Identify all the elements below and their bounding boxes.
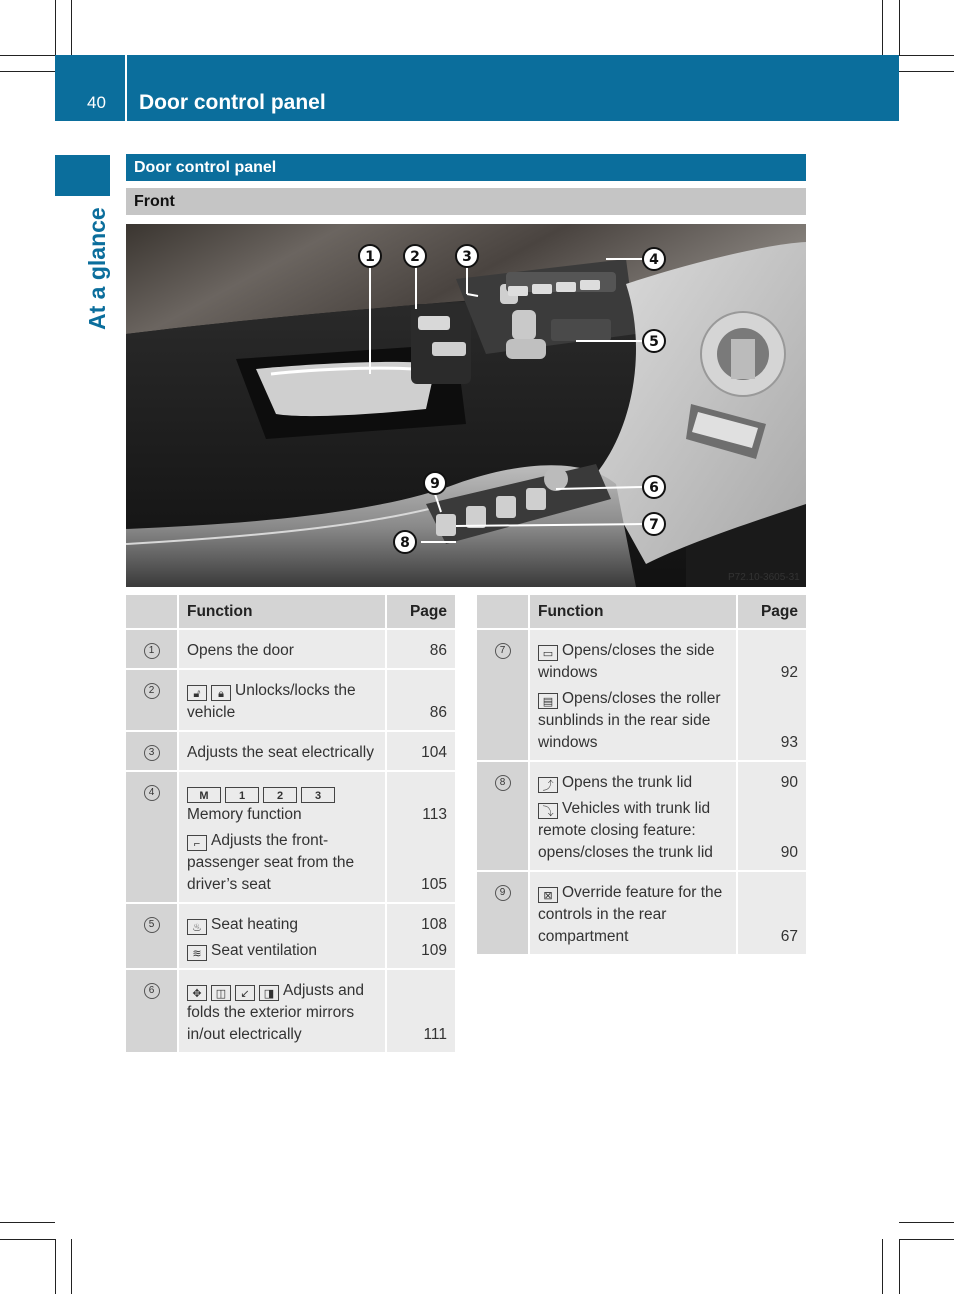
door-panel-photo bbox=[126, 224, 806, 587]
page-cell bbox=[386, 771, 455, 903]
function-text: Seat heating bbox=[211, 916, 299, 933]
function-cell bbox=[178, 903, 386, 969]
callout-1: 1 bbox=[365, 249, 375, 265]
trunk-lid-icon: ⤴ bbox=[538, 777, 558, 793]
function-entry bbox=[187, 680, 377, 724]
table-row bbox=[477, 761, 806, 871]
passenger-seat-icon: ⌐ bbox=[187, 835, 207, 851]
left-mirror-icon: ◫ bbox=[211, 985, 231, 1001]
function-entry bbox=[538, 640, 728, 684]
sunblind-icon: ▤ bbox=[538, 693, 558, 709]
trunk-remote-icon: ⤵ bbox=[538, 803, 558, 819]
page-number-ref: 111 bbox=[423, 1026, 447, 1043]
page-number-ref: 109 bbox=[421, 942, 447, 959]
row-number: 2 bbox=[144, 683, 160, 699]
function-text: Memory function bbox=[187, 806, 302, 823]
table-row bbox=[126, 669, 455, 731]
page-cell bbox=[737, 629, 806, 761]
function-entry bbox=[187, 640, 377, 662]
memory-key-icon: M bbox=[187, 787, 221, 803]
function-entry bbox=[538, 798, 728, 864]
row-number: 5 bbox=[144, 917, 160, 933]
crop-mark bbox=[899, 1239, 954, 1240]
table-row bbox=[126, 903, 455, 969]
page-number-ref: 93 bbox=[780, 734, 798, 751]
page-number-ref: 90 bbox=[780, 774, 798, 791]
crop-mark bbox=[899, 0, 900, 55]
function-text: Unlocks/locks the vehicle bbox=[187, 682, 356, 721]
function-cell bbox=[178, 731, 386, 771]
header-function: Function bbox=[529, 595, 737, 629]
row-number: 4 bbox=[144, 785, 160, 801]
mirror-adjust-icon: ✥ bbox=[187, 985, 207, 1001]
table-row bbox=[126, 629, 455, 669]
crop-mark bbox=[55, 0, 56, 55]
callout-9: 9 bbox=[430, 476, 440, 492]
crop-mark bbox=[71, 0, 72, 55]
page-cell bbox=[386, 731, 455, 771]
function-entry bbox=[187, 830, 377, 896]
memory-key-icon: 2 bbox=[263, 787, 297, 803]
row-number: 9 bbox=[495, 885, 511, 901]
page-number-ref: 108 bbox=[421, 916, 447, 933]
callout-4: 4 bbox=[649, 252, 659, 268]
function-text: Seat ventilation bbox=[211, 942, 317, 959]
lock-icon: 🔒︎ bbox=[211, 685, 231, 701]
row-number: 8 bbox=[495, 775, 511, 791]
crop-mark bbox=[882, 0, 883, 55]
row-number: 6 bbox=[144, 983, 160, 999]
function-text: Override feature for the controls in the rear compartment bbox=[538, 884, 723, 945]
crop-mark bbox=[0, 1222, 55, 1223]
table-row bbox=[477, 871, 806, 955]
function-entry bbox=[187, 940, 377, 962]
callout-7: 7 bbox=[649, 517, 659, 533]
function-text: Opens the trunk lid bbox=[562, 774, 693, 791]
table-row bbox=[126, 731, 455, 771]
right-mirror-icon: ◨ bbox=[259, 985, 279, 1001]
fold-mirror-icon: ↙ bbox=[235, 985, 255, 1001]
chapter-tab bbox=[55, 155, 110, 196]
function-cell bbox=[529, 629, 737, 761]
callout-8: 8 bbox=[400, 535, 410, 551]
page-number: 40 bbox=[87, 93, 106, 112]
page-cell bbox=[386, 629, 455, 669]
image-code: P72.10-3605-31 bbox=[728, 572, 800, 583]
crop-mark bbox=[55, 1239, 56, 1294]
row-number: 3 bbox=[144, 745, 160, 761]
function-entry bbox=[538, 772, 728, 794]
function-entry bbox=[187, 782, 377, 826]
row-number: 1 bbox=[144, 643, 160, 659]
crop-mark bbox=[899, 71, 954, 72]
subsection-title: Front bbox=[126, 188, 806, 215]
function-table-left bbox=[126, 595, 455, 1054]
page-number-ref: 86 bbox=[429, 642, 447, 659]
function-cell bbox=[178, 629, 386, 669]
function-table-right bbox=[477, 595, 806, 956]
page-number-ref: 104 bbox=[421, 744, 447, 761]
function-text: Adjusts the seat electrically bbox=[187, 744, 374, 761]
function-text: Adjusts and folds the exterior mirrors in/out electrically bbox=[187, 982, 364, 1043]
memory-key-icon: 3 bbox=[301, 787, 335, 803]
crop-mark bbox=[0, 71, 55, 72]
page-title: Door control panel bbox=[139, 91, 326, 114]
function-cell bbox=[178, 669, 386, 731]
function-cell bbox=[529, 871, 737, 955]
page-number-ref: 92 bbox=[780, 664, 798, 681]
callout-6: 6 bbox=[649, 480, 659, 496]
header-divider bbox=[125, 55, 127, 121]
function-entry bbox=[187, 742, 377, 764]
crop-mark bbox=[899, 1239, 900, 1294]
header-page: Page bbox=[737, 595, 806, 629]
override-icon: ⊠ bbox=[538, 887, 558, 903]
crop-mark bbox=[0, 55, 55, 56]
function-cell bbox=[178, 969, 386, 1053]
page-number-ref: 90 bbox=[780, 844, 798, 861]
side-window-icon: ▭ bbox=[538, 645, 558, 661]
function-text: Opens the door bbox=[187, 642, 294, 659]
function-text: Opens/closes the roller sunblinds in the rear side windows bbox=[538, 690, 721, 751]
function-entry bbox=[538, 882, 728, 948]
header-function: Function bbox=[178, 595, 386, 629]
function-entry bbox=[538, 688, 728, 754]
crop-mark bbox=[0, 1239, 55, 1240]
unlock-icon: 🔓︎ bbox=[187, 685, 207, 701]
callout-3: 3 bbox=[462, 249, 472, 265]
crop-mark bbox=[899, 1222, 954, 1223]
header-page: Page bbox=[386, 595, 455, 629]
table-row bbox=[126, 969, 455, 1053]
function-cell bbox=[529, 761, 737, 871]
section-title: Door control panel bbox=[126, 154, 806, 181]
page-cell bbox=[737, 871, 806, 955]
function-entry bbox=[187, 980, 377, 1046]
function-cell bbox=[178, 771, 386, 903]
function-text: Opens/closes the side windows bbox=[538, 642, 715, 681]
page-cell bbox=[386, 969, 455, 1053]
page-number-ref: 113 bbox=[422, 806, 447, 823]
table-row bbox=[477, 629, 806, 761]
page-cell bbox=[386, 669, 455, 731]
callout-5: 5 bbox=[649, 334, 659, 350]
memory-key-icon: 1 bbox=[225, 787, 259, 803]
function-entry bbox=[187, 914, 377, 936]
crop-mark bbox=[882, 1239, 883, 1294]
crop-mark bbox=[899, 55, 954, 56]
crop-mark bbox=[71, 1239, 72, 1294]
page-number-ref: 67 bbox=[780, 928, 798, 945]
seat-heating-icon: ♨ bbox=[187, 919, 207, 935]
page-number-ref: 105 bbox=[421, 876, 447, 893]
function-text: Vehicles with trunk lid remote closing feature: opens/closes the trunk lid bbox=[538, 800, 713, 861]
page-cell bbox=[737, 761, 806, 871]
row-number: 7 bbox=[495, 643, 511, 659]
seat-ventilation-icon: ≋ bbox=[187, 945, 207, 961]
page-number-ref: 86 bbox=[429, 704, 447, 721]
chapter-label: At a glance bbox=[84, 207, 110, 330]
callout-2: 2 bbox=[410, 249, 420, 265]
function-text: Adjusts the front-passenger seat from the driver’s seat bbox=[187, 832, 355, 893]
table-row bbox=[126, 771, 455, 903]
page-header bbox=[55, 55, 899, 121]
page-cell bbox=[386, 903, 455, 969]
